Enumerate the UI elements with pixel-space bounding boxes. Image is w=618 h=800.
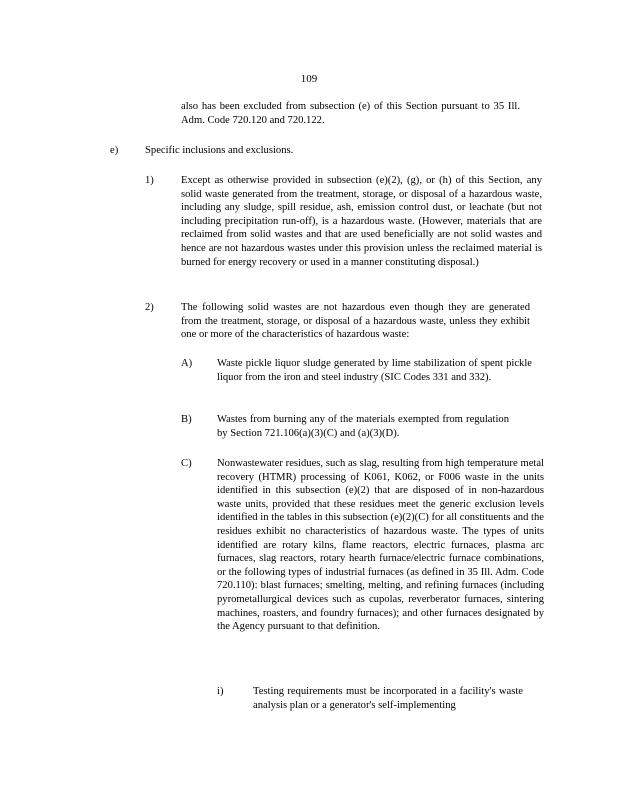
intro-paragraph: also has been excluded from subsection (e) of this Section pursuant to 35 Ill. Adm. Code 720.120 and 720.122. [181,101,520,126]
item-i-text: Testing requirements must be incorporated in a facility's waste analysis plan or a generator's self-implementing [253,686,523,711]
item-2-text: The following solid wastes are not hazardous even though they are generated from the treatment, storage, or disposal of a hazardous waste, unless they exhibit one or more of the characteristics of hazardous waste: [181,302,530,341]
item-C-label: C) [181,458,192,469]
item-1-text: Except as otherwise provided in subsection (e)(2), (g), or (h) of this Section, any solid waste generated from the treatment, storage, or disposal of a hazardous waste, including any sludge, spill residue, ash, emission control dust, or leachate (but not including precipitation run-off), is a hazardous waste. (However, materials that are reclaimed from solid wastes and that are used beneficially are not solid wastes and hence are not hazardous wastes under this provision unless the reclaimed material is burned for energy recovery or used in a manner constituting disposal.) [181,175,542,268]
item-i-label: i) [217,686,224,697]
page-number: 109 [300,73,318,85]
item-2-label: 2) [145,302,154,313]
section-e-label: e) [110,145,119,156]
item-1-label: 1) [145,175,154,186]
item-B-label: B) [181,414,192,425]
item-C-text: Nonwastewater residues, such as slag, resulting from high temperature metal recovery (HTMR) processing of K061, K062, or F006 waste in the units identified in this subsection (e)(2) that are disposed of in non-hazardous waste units, provided that these residues meet the generic exclusion levels identified in the tables in this subsection (e)(2)(C) for all constituents and the residues exhibit no characteristics of hazardous waste. The types of units identified are rotary kilns, flame reactors, electric furnaces, plasma arc furnaces, slag reactors, rotary hearth furnace/electric furnace combinations, or the following types of industrial furnaces (as defined in 35 Ill. Adm. Code 720.110): blast furnaces; smelting, melting, and refining furnaces (including pyrometallurgical devices such as cupolas, reverberator furnaces, sintering machines, roasters, and foundry furnaces); and other furnaces designated by the Agency pursuant to that definition. [217,458,544,633]
item-A-label: A) [181,358,193,369]
section-e-heading: Specific inclusions and exclusions. [145,145,294,156]
item-A-text: Waste pickle liquor sludge generated by lime stabilization of spent pickle liquor from the iron and steel industry (SIC Codes 331 and 332). [217,358,532,383]
item-B-text: Wastes from burning any of the materials exempted from regulation by Section 721.106(a)(3)(C) and (a)(3)(D). [217,414,509,439]
